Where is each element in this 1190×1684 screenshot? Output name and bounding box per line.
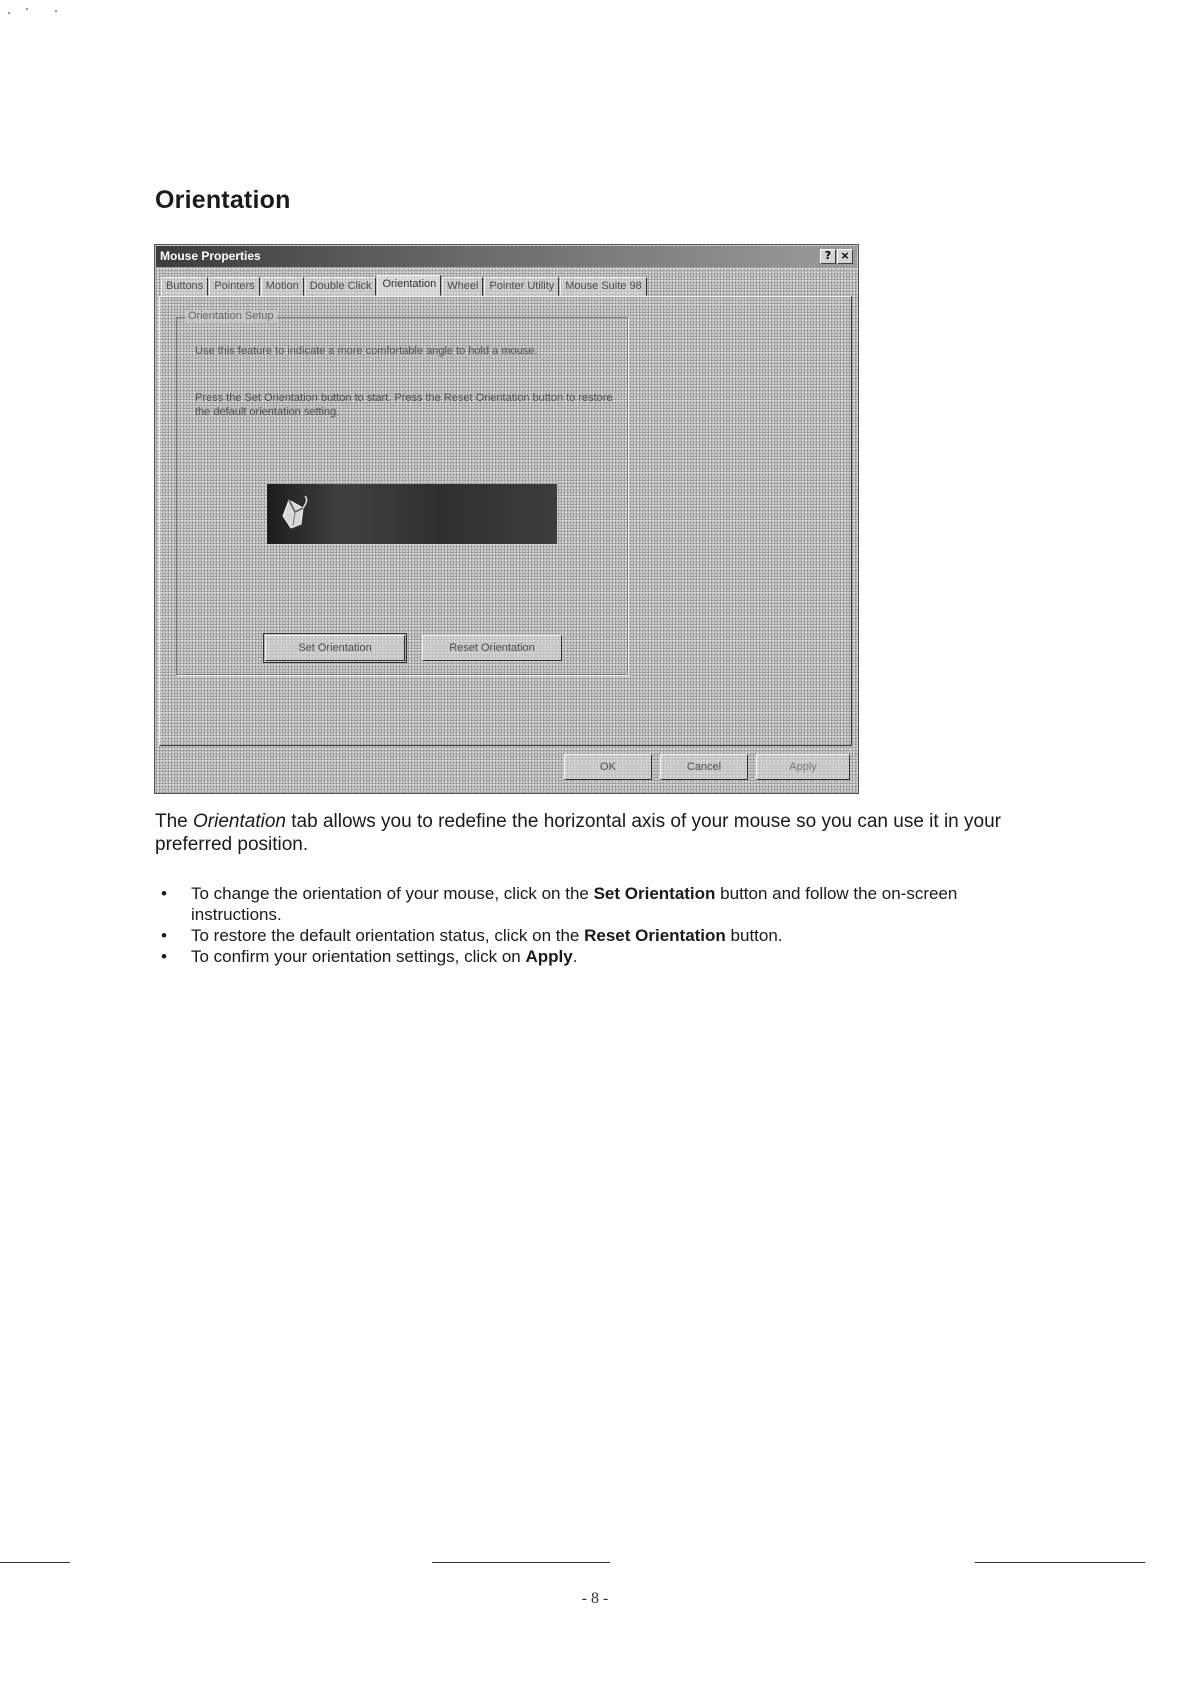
page-heading: Orientation bbox=[155, 186, 291, 214]
group-legend: Orientation Setup bbox=[185, 310, 277, 322]
list-item-text: To change the orientation of your mouse, click on the bbox=[191, 884, 594, 903]
list-item-text: To confirm your orientation settings, click on bbox=[191, 947, 526, 966]
orientation-tab-panel bbox=[159, 296, 852, 746]
instructions-text: Press the Set Orientation button to start. Press the Reset Orientation button to restore the default orientation setting. bbox=[195, 392, 613, 418]
cancel-button[interactable]: Cancel bbox=[660, 754, 748, 780]
list-item-text: button. bbox=[725, 926, 783, 945]
ok-button[interactable]: OK bbox=[564, 754, 652, 780]
instruction-list bbox=[155, 883, 1035, 967]
list-item bbox=[155, 946, 1035, 967]
intro-text-start: The bbox=[155, 811, 194, 832]
intro-text-end: tab allows you to redefine the horizontal axis of your mouse so you can use it in your preferred position. bbox=[155, 811, 1001, 855]
list-item-bold: Apply bbox=[525, 947, 573, 966]
mouse-properties-dialog bbox=[154, 244, 859, 794]
reset-orientation-button[interactable]: Reset Orientation bbox=[422, 635, 562, 661]
orientation-preview bbox=[267, 484, 557, 544]
dialog-titlebar bbox=[156, 246, 857, 267]
orientation-setup-group bbox=[176, 310, 628, 675]
list-item-text: button and follow the on-screen instructions. bbox=[191, 884, 958, 924]
bullet-symbol: • bbox=[161, 926, 167, 945]
list-item-bold: Reset Orientation bbox=[584, 926, 726, 945]
tab-pointers[interactable]: Pointers bbox=[209, 277, 259, 296]
intro-paragraph bbox=[155, 810, 1025, 856]
bullet-symbol: • bbox=[161, 947, 167, 966]
tab-wheel[interactable]: Wheel bbox=[442, 277, 483, 296]
set-orientation-button[interactable]: Set Orientation bbox=[265, 635, 405, 661]
list-item bbox=[155, 925, 1035, 946]
help-button[interactable]: ? bbox=[820, 249, 836, 264]
bullet-symbol: • bbox=[161, 884, 167, 903]
close-button[interactable]: × bbox=[837, 249, 853, 264]
scan-speck bbox=[55, 10, 57, 12]
tab-orientation[interactable]: Orientation bbox=[377, 275, 441, 296]
dialog-title: Mouse Properties bbox=[160, 249, 261, 263]
mouse-icon bbox=[277, 494, 315, 534]
footer-rule bbox=[432, 1562, 610, 1563]
scan-speck bbox=[8, 12, 10, 14]
tab-strip bbox=[161, 277, 647, 296]
tab-motion[interactable]: Motion bbox=[261, 277, 304, 296]
tab-buttons[interactable]: Buttons bbox=[161, 277, 208, 296]
tab-double-click[interactable]: Double Click bbox=[305, 277, 377, 296]
list-item-bold: Set Orientation bbox=[593, 884, 716, 903]
scan-speck bbox=[26, 8, 28, 10]
list-item-text: . bbox=[572, 947, 578, 966]
apply-button[interactable]: Apply bbox=[756, 754, 850, 780]
page-number: - 8 - bbox=[581, 1590, 609, 1607]
intro-emphasis: Orientation bbox=[193, 811, 286, 832]
tab-pointer-utility[interactable]: Pointer Utility bbox=[484, 277, 559, 296]
list-item-text: To restore the default orientation status, click on the bbox=[191, 926, 585, 945]
feature-description: Use this feature to indicate a more comfortable angle to hold a mouse. bbox=[195, 345, 538, 357]
list-item bbox=[155, 883, 1035, 925]
footer-rule bbox=[0, 1562, 70, 1563]
tab-mouse-suite-98[interactable]: Mouse Suite 98 bbox=[560, 277, 646, 296]
footer-rule bbox=[975, 1562, 1145, 1563]
